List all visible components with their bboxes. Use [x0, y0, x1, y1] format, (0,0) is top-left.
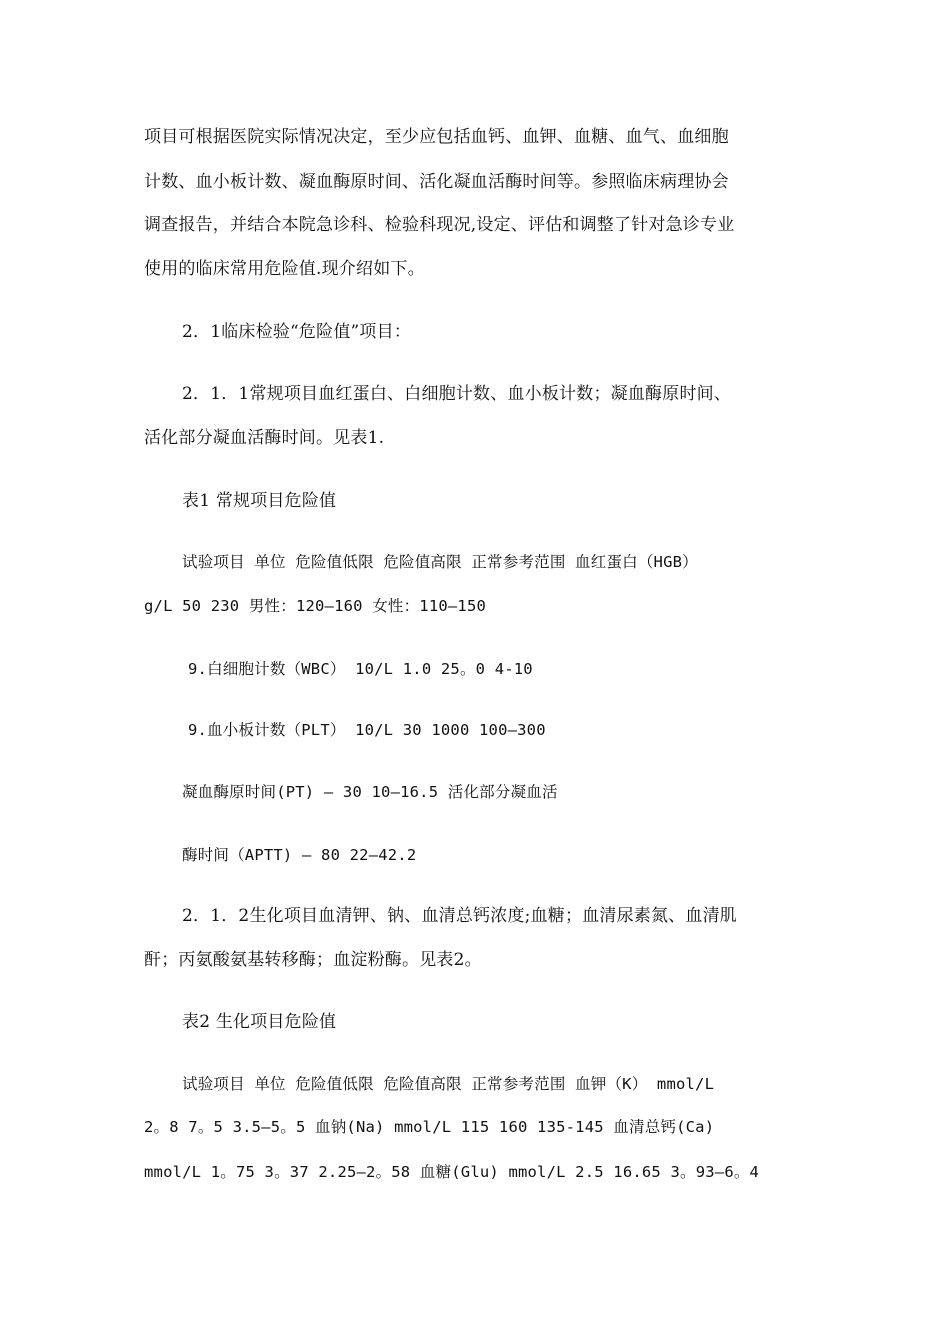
section-2-1-heading: 2．1临床检验“危险值”项目：: [182, 322, 412, 342]
section-2-1-2-line-2: 酐；丙氨酸氨基转移酶；血淀粉酶。见表2。: [144, 950, 482, 970]
intro-line-2: 计数、血小板计数、凝血酶原时间、活化凝血活酶时间等。参照临床病理协会: [144, 172, 729, 192]
table1-title: 表1 常规项目危险值: [182, 491, 337, 511]
intro-line-1: 项目可根据医院实际情况决定，至少应包括血钙、血钾、血糖、血气、血细胞: [144, 127, 729, 147]
table1-row-2: g/L 50 230 男性：120—160 女性：110—150: [144, 597, 487, 615]
table2-row-3: mmol/L 1。75 3。37 2.25—2。58 血糖(Glu) mmol/L 2.5 16.65 3。93—6。4: [144, 1163, 760, 1181]
intro-line-4: 使用的临床常用危险值.现介绍如下。: [144, 259, 425, 279]
section-2-1-2-line-1: 2．1．2生化项目血清钾、钠、血清总钙浓度;血糖；血清尿素氮、血清肌: [182, 906, 737, 926]
intro-line-3: 调查报告，并结合本院急诊科、检验科现况,设定、评估和调整了针对急诊专业: [144, 215, 735, 235]
table1-row-1: 试验项目 单位 危险值低限 危险值高限 正常参考范围 血红蛋白（HGB）: [182, 553, 698, 571]
table1-row-3: 9.白细胞计数（WBC） 10/L 1.0 25。0 4-10: [188, 660, 533, 678]
table2-row-2: 2。8 7。5 3.5—5。5 血钠(Na) mmol/L 115 160 135-145 血清总钙(Ca): [144, 1118, 715, 1136]
table1-row-5: 凝血酶原时间(PT) — 30 10—16.5 活化部分凝血活: [182, 783, 558, 801]
section-2-1-1-line-2: 活化部分凝血活酶时间。见表1.: [144, 428, 385, 448]
section-2-1-1-line-1: 2．1．1常规项目血红蛋白、白细胞计数、血小板计数；凝血酶原时间、: [182, 384, 732, 404]
table2-row-1: 试验项目 单位 危险值低限 危险值高限 正常参考范围 血钾（K） mmol/L: [182, 1075, 715, 1093]
table1-row-4: 9.血小板计数（PLT） 10/L 30 1000 100—300: [188, 721, 546, 739]
table2-title: 表2 生化项目危险值: [182, 1012, 337, 1032]
table1-row-6: 酶时间（APTT) — 80 22—42.2: [182, 846, 417, 864]
